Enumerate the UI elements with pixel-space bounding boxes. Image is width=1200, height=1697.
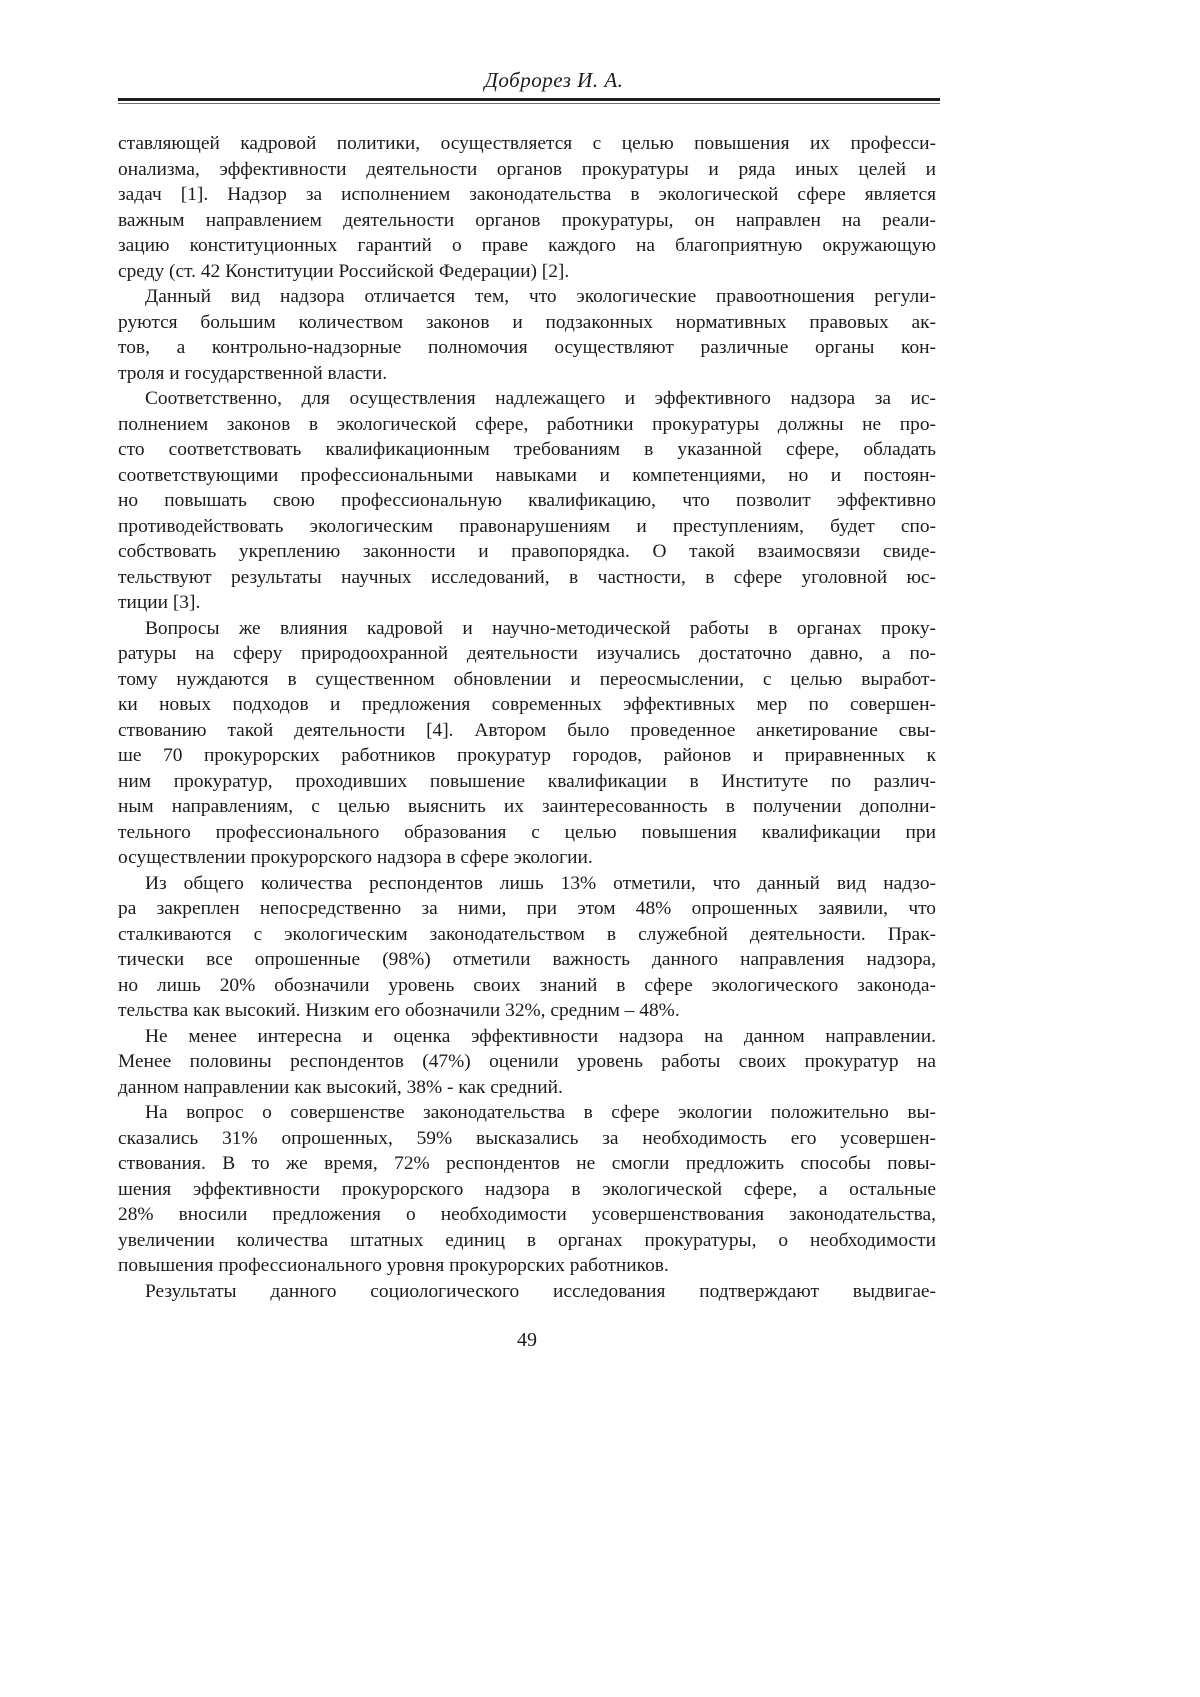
text-line-p3-8: тельствуют результаты научных исследований, в частности, в сфере уголовной юс- <box>118 566 936 588</box>
text-line-p6-1: Не менее интересна и оценка эффективности надзора на данном направлении. <box>145 1025 936 1047</box>
page-number: 49 <box>517 1329 537 1351</box>
text-line-p3-6: противодействовать экологическим правонарушениям и преступлениям, будет спо- <box>118 515 936 537</box>
text-line-p4-6: ше 70 прокурорских работников прокуратур городов, районов и приравненных к <box>118 745 936 766</box>
text-line-p4-2: ратуры на сферу природоохранной деятельности изучались достаточно давно, а по- <box>118 643 936 664</box>
header-rule <box>118 98 940 104</box>
text-line-p4-7: ним прокуратур, проходивших повышение квалификации в Институте по различ- <box>118 770 936 792</box>
text-line-p3-4: соответствующими профессиональными навыками и компетенциями, но и постоян- <box>118 464 936 486</box>
text-line-p4-8: ным направлениям, с целью выяснить их заинтересованность в получении дополни- <box>118 796 936 817</box>
text-line-p3-1: Соответственно, для осуществления надлежащего и эффективного надзора за ис- <box>145 388 936 409</box>
text-line-p3-7: собствовать укреплению законности и правопорядка. О такой взаимосвязи свиде- <box>118 541 936 562</box>
text-line-p5-6: тельства как высокий. Низким его обозначили 32%, средним – 48%. <box>118 1000 680 1021</box>
text-line-p1-4: важным направлением деятельности органов прокуратуры, он направлен на реали- <box>118 209 936 231</box>
text-line-p4-5: ствованию такой деятельности [4]. Автором было проведенное анкетирование свы- <box>118 719 936 741</box>
text-line-p5-2: ра закреплен непосредственно за ними, при этом 48% опрошенных заявили, что <box>118 898 936 919</box>
text-line-p4-9: тельного профессионального образования с целью повышения квалификации при <box>118 821 936 843</box>
header-rule-thin-line <box>118 103 940 104</box>
text-line-p2-3: тов, а контрольно-надзорные полномочия осуществляют различные органы кон- <box>118 337 936 358</box>
text-line-p7-3: ствования. В то же время, 72% респондентов не смогли предложить способы повы- <box>118 1153 936 1174</box>
text-line-p5-5: но лишь 20% обозначили уровень своих знаний в сфере экологического законода- <box>118 974 936 996</box>
text-line-p7-7: повышения профессионального уровня прокурорских работников. <box>118 1255 669 1276</box>
text-line-p2-2: руются большим количеством законов и подзаконных нормативных правовых ак- <box>118 311 936 333</box>
text-line-p1-2: онализма, эффективности деятельности органов прокуратуры и ряда иных целей и <box>118 158 936 180</box>
text-line-p2-1: Данный вид надзора отличается тем, что экологические правоотношения регули- <box>145 286 936 307</box>
text-line-p4-1: Вопросы же влияния кадровой и научно-методической работы в органах проку- <box>145 617 936 639</box>
text-line-p4-10: осуществлении прокурорского надзора в сфере экологии. <box>118 847 593 868</box>
text-line-p5-1: Из общего количества респондентов лишь 13% отметили, что данный вид надзо- <box>145 872 936 894</box>
text-line-p7-1: На вопрос о совершенстве законодательства в сфере экологии положительно вы- <box>145 1102 936 1123</box>
text-line-p2-4: троля и государственной власти. <box>118 362 388 384</box>
text-line-p4-4: ки новых подходов и предложения современных эффективных мер по совершен- <box>118 694 936 715</box>
text-line-p3-3: сто соответствовать квалификационным требованиям в указанной сфере, обладать <box>118 439 936 460</box>
text-line-p6-3: данном направлении как высокий, 38% - как средний. <box>118 1076 563 1098</box>
text-line-p1-1: ставляющей кадровой политики, осуществляется с целью повышения их професси- <box>118 133 936 154</box>
text-line-p3-2: полнением законов в экологической сфере, работники прокуратуры должны не про- <box>118 413 936 435</box>
text-line-p7-6: увеличении количества штатных единиц в органах прокуратуры, о необходимости <box>118 1229 936 1251</box>
text-line-p5-4: тически все опрошенные (98%) отметили важность данного направления надзора, <box>118 949 936 970</box>
text-line-p4-3: тому нуждаются в существенном обновлении и переосмыслении, с целью выработ- <box>118 668 936 690</box>
text-line-p3-9: тиции [3]. <box>118 592 201 613</box>
running-head: Доброрез И. А. <box>484 68 624 92</box>
text-line-p7-4: шения эффективности прокурорского надзора в экологической сфере, а остальные <box>118 1178 936 1200</box>
text-line-p7-2: сказались 31% опрошенных, 59% высказались за необходимость его усовершен- <box>118 1127 936 1149</box>
text-line-p1-6: среду (ст. 42 Конституции Российской Федерации) [2]. <box>118 260 570 282</box>
text-line-p6-2: Менее половины респондентов (47%) оценили уровень работы своих прокуратур на <box>118 1051 936 1072</box>
text-line-p5-3: сталкиваются с экологическим законодательством в служебной деятельности. Прак- <box>118 923 936 945</box>
text-line-p1-3: задач [1]. Надзор за исполнением законодательства в экологической сфере является <box>118 184 936 205</box>
text-line-p7-5: 28% вносили предложения о необходимости усовершенствования законодательства, <box>118 1204 936 1225</box>
text-line-p1-5: зацию конституционных гарантий о праве каждого на благоприятную окружающую <box>118 235 936 256</box>
text-line-p8-1: Результаты данного социологического исследования подтверждают выдвигае- <box>145 1280 936 1302</box>
article-body <box>118 131 936 1304</box>
text-line-p3-5: но повышать свою профессиональную квалификацию, что позволит эффективно <box>118 490 936 511</box>
